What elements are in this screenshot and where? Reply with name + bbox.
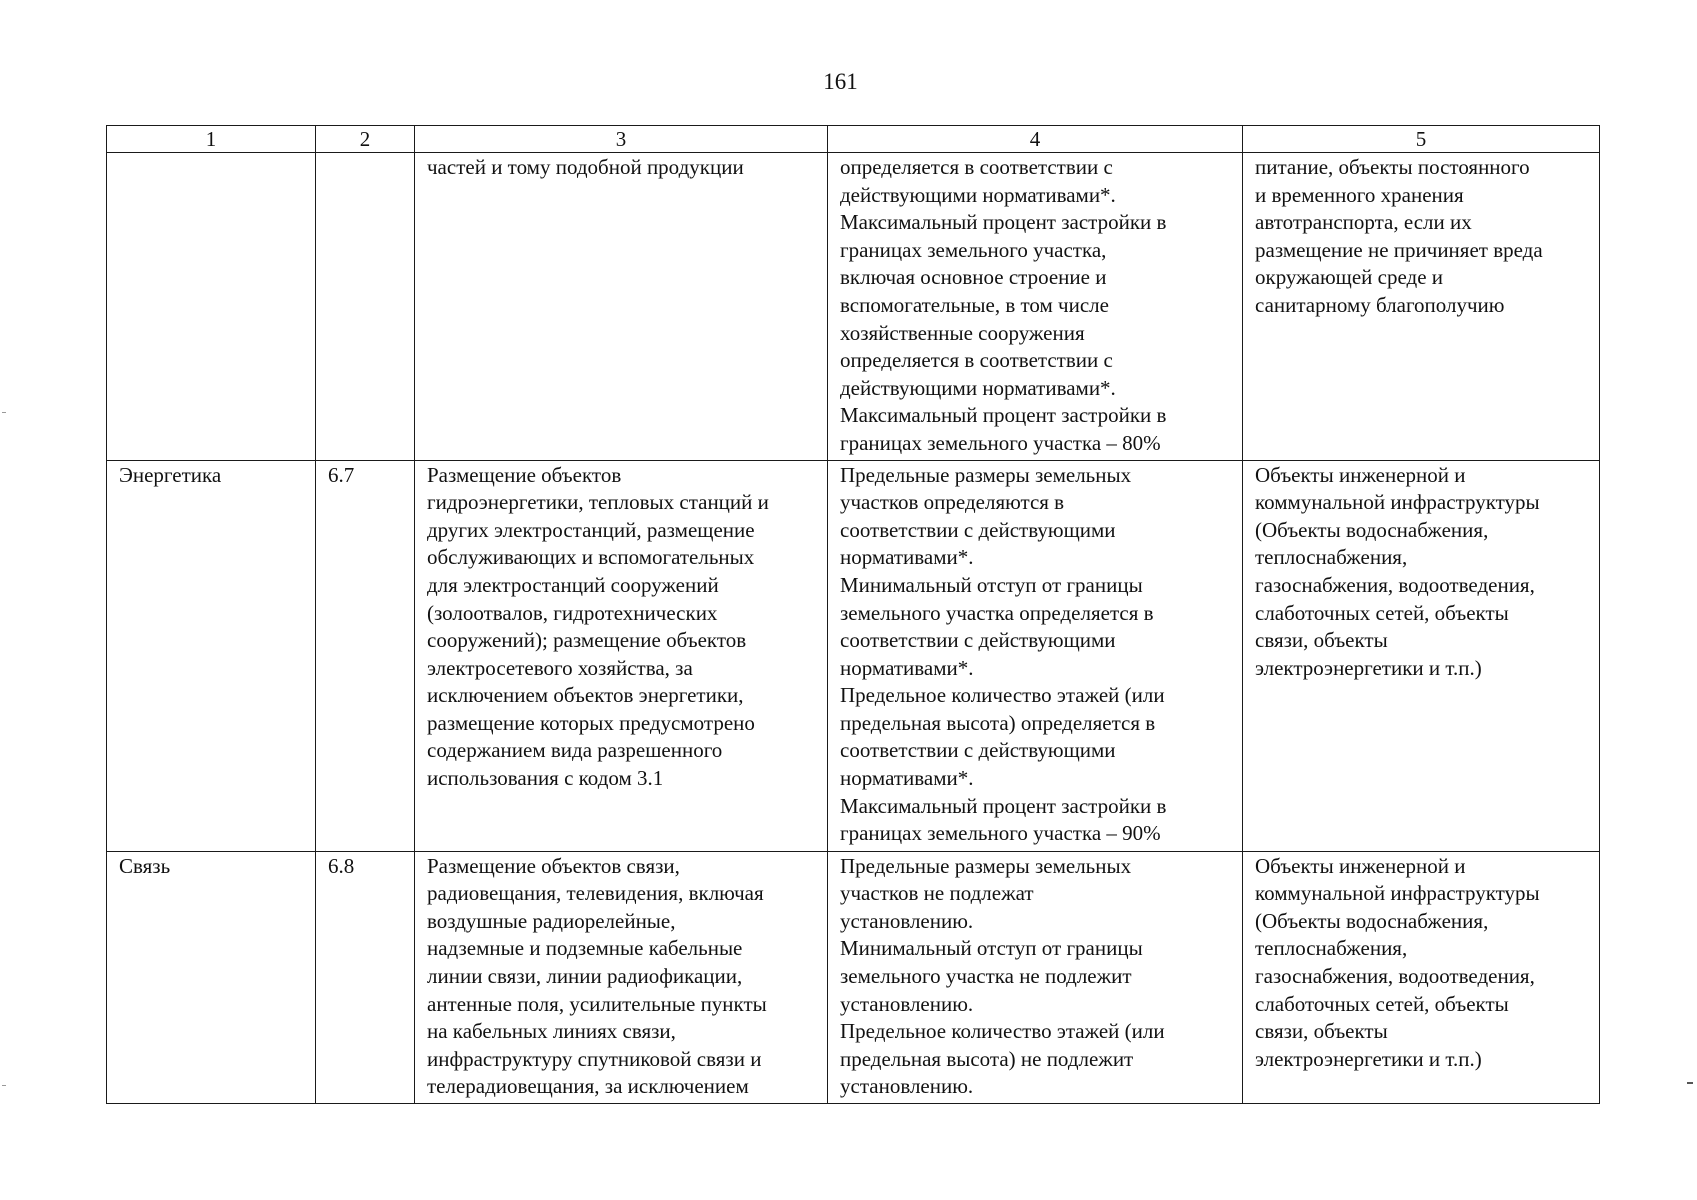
column-number: 3 bbox=[415, 126, 828, 153]
auxiliary-uses: Объекты инженерной и коммунальной инфраструктуры (Объекты водоснабжения, теплоснабжения, газоснабжения, водоотведения, слаботочных сетей, объекты связи, объекты электроэнергетики и т.п.) bbox=[1243, 460, 1600, 851]
scan-margin-mark bbox=[1687, 1082, 1693, 1084]
building-parameters: определяется в соответствии с действующими нормативами*. Максимальный процент застройки в границах земельного участка, включая основное строение и вспомогательные, в том числе хозяйственные сооружения определяется в соответствии с действующими нормативами*. Максимальный процент застройки в границах земельного участка – 80% bbox=[828, 153, 1243, 461]
table-row bbox=[107, 153, 1600, 461]
table-row bbox=[107, 460, 1600, 851]
column-number: 2 bbox=[316, 126, 415, 153]
use-type-name: Связь bbox=[107, 851, 316, 1103]
page-number: 161 bbox=[823, 69, 858, 94]
building-parameters: Предельные размеры земельных участков определяются в соответствии с действующими нормативами*. Минимальный отступ от границы земельного участка определяется в соответствии с действующими нормативами*. Предельное количество этажей (или предельная высота) определяется в соответствии с действующими нормативами*. Максимальный процент застройки в границах земельного участка – 90% bbox=[828, 460, 1243, 851]
scan-margin-mark bbox=[2, 412, 6, 413]
use-type-description: Размещение объектов связи, радиовещания, телевидения, включая воздушные радиорелейные, надземные и подземные кабельные линии связи, линии радиофикации, антенные поля, усилительные пункты на кабельных линиях связи, инфраструктуру спутниковой связи и телерадиовещания, за исключением bbox=[415, 851, 828, 1103]
use-type-code: 6.7 bbox=[316, 460, 415, 851]
scan-margin-mark bbox=[2, 1085, 6, 1086]
table-row bbox=[107, 851, 1600, 1103]
land-use-table bbox=[106, 125, 1600, 1104]
column-number: 4 bbox=[828, 126, 1243, 153]
column-number: 5 bbox=[1243, 126, 1600, 153]
use-type-name bbox=[107, 153, 316, 461]
use-type-code: 6.8 bbox=[316, 851, 415, 1103]
auxiliary-uses: питание, объекты постоянного и временного хранения автотранспорта, если их размещение не причиняет вреда окружающей среде и санитарному благополучию bbox=[1243, 153, 1600, 461]
column-number: 1 bbox=[107, 126, 316, 153]
auxiliary-uses: Объекты инженерной и коммунальной инфраструктуры (Объекты водоснабжения, теплоснабжения, газоснабжения, водоотведения, слаботочных сетей, объекты связи, объекты электроэнергетики и т.п.) bbox=[1243, 851, 1600, 1103]
use-type-description: Размещение объектов гидроэнергетики, тепловых станций и других электростанций, размещение обслуживающих и вспомогательных для электростанций сооружений (золоотвалов, гидротехнических сооружений); размещение объектов электросетевого хозяйства, за исключением объектов энергетики, размещение которых предусмотрено содержанием вида разрешенного использования с кодом 3.1 bbox=[415, 460, 828, 851]
building-parameters: Предельные размеры земельных участков не подлежат установлению. Минимальный отступ от границы земельного участка не подлежит установлению. Предельное количество этажей (или предельная высота) не подлежит установлению. bbox=[828, 851, 1243, 1103]
use-type-code bbox=[316, 153, 415, 461]
column-number-row bbox=[107, 126, 1600, 153]
use-type-name: Энергетика bbox=[107, 460, 316, 851]
use-type-description: частей и тому подобной продукции bbox=[415, 153, 828, 461]
